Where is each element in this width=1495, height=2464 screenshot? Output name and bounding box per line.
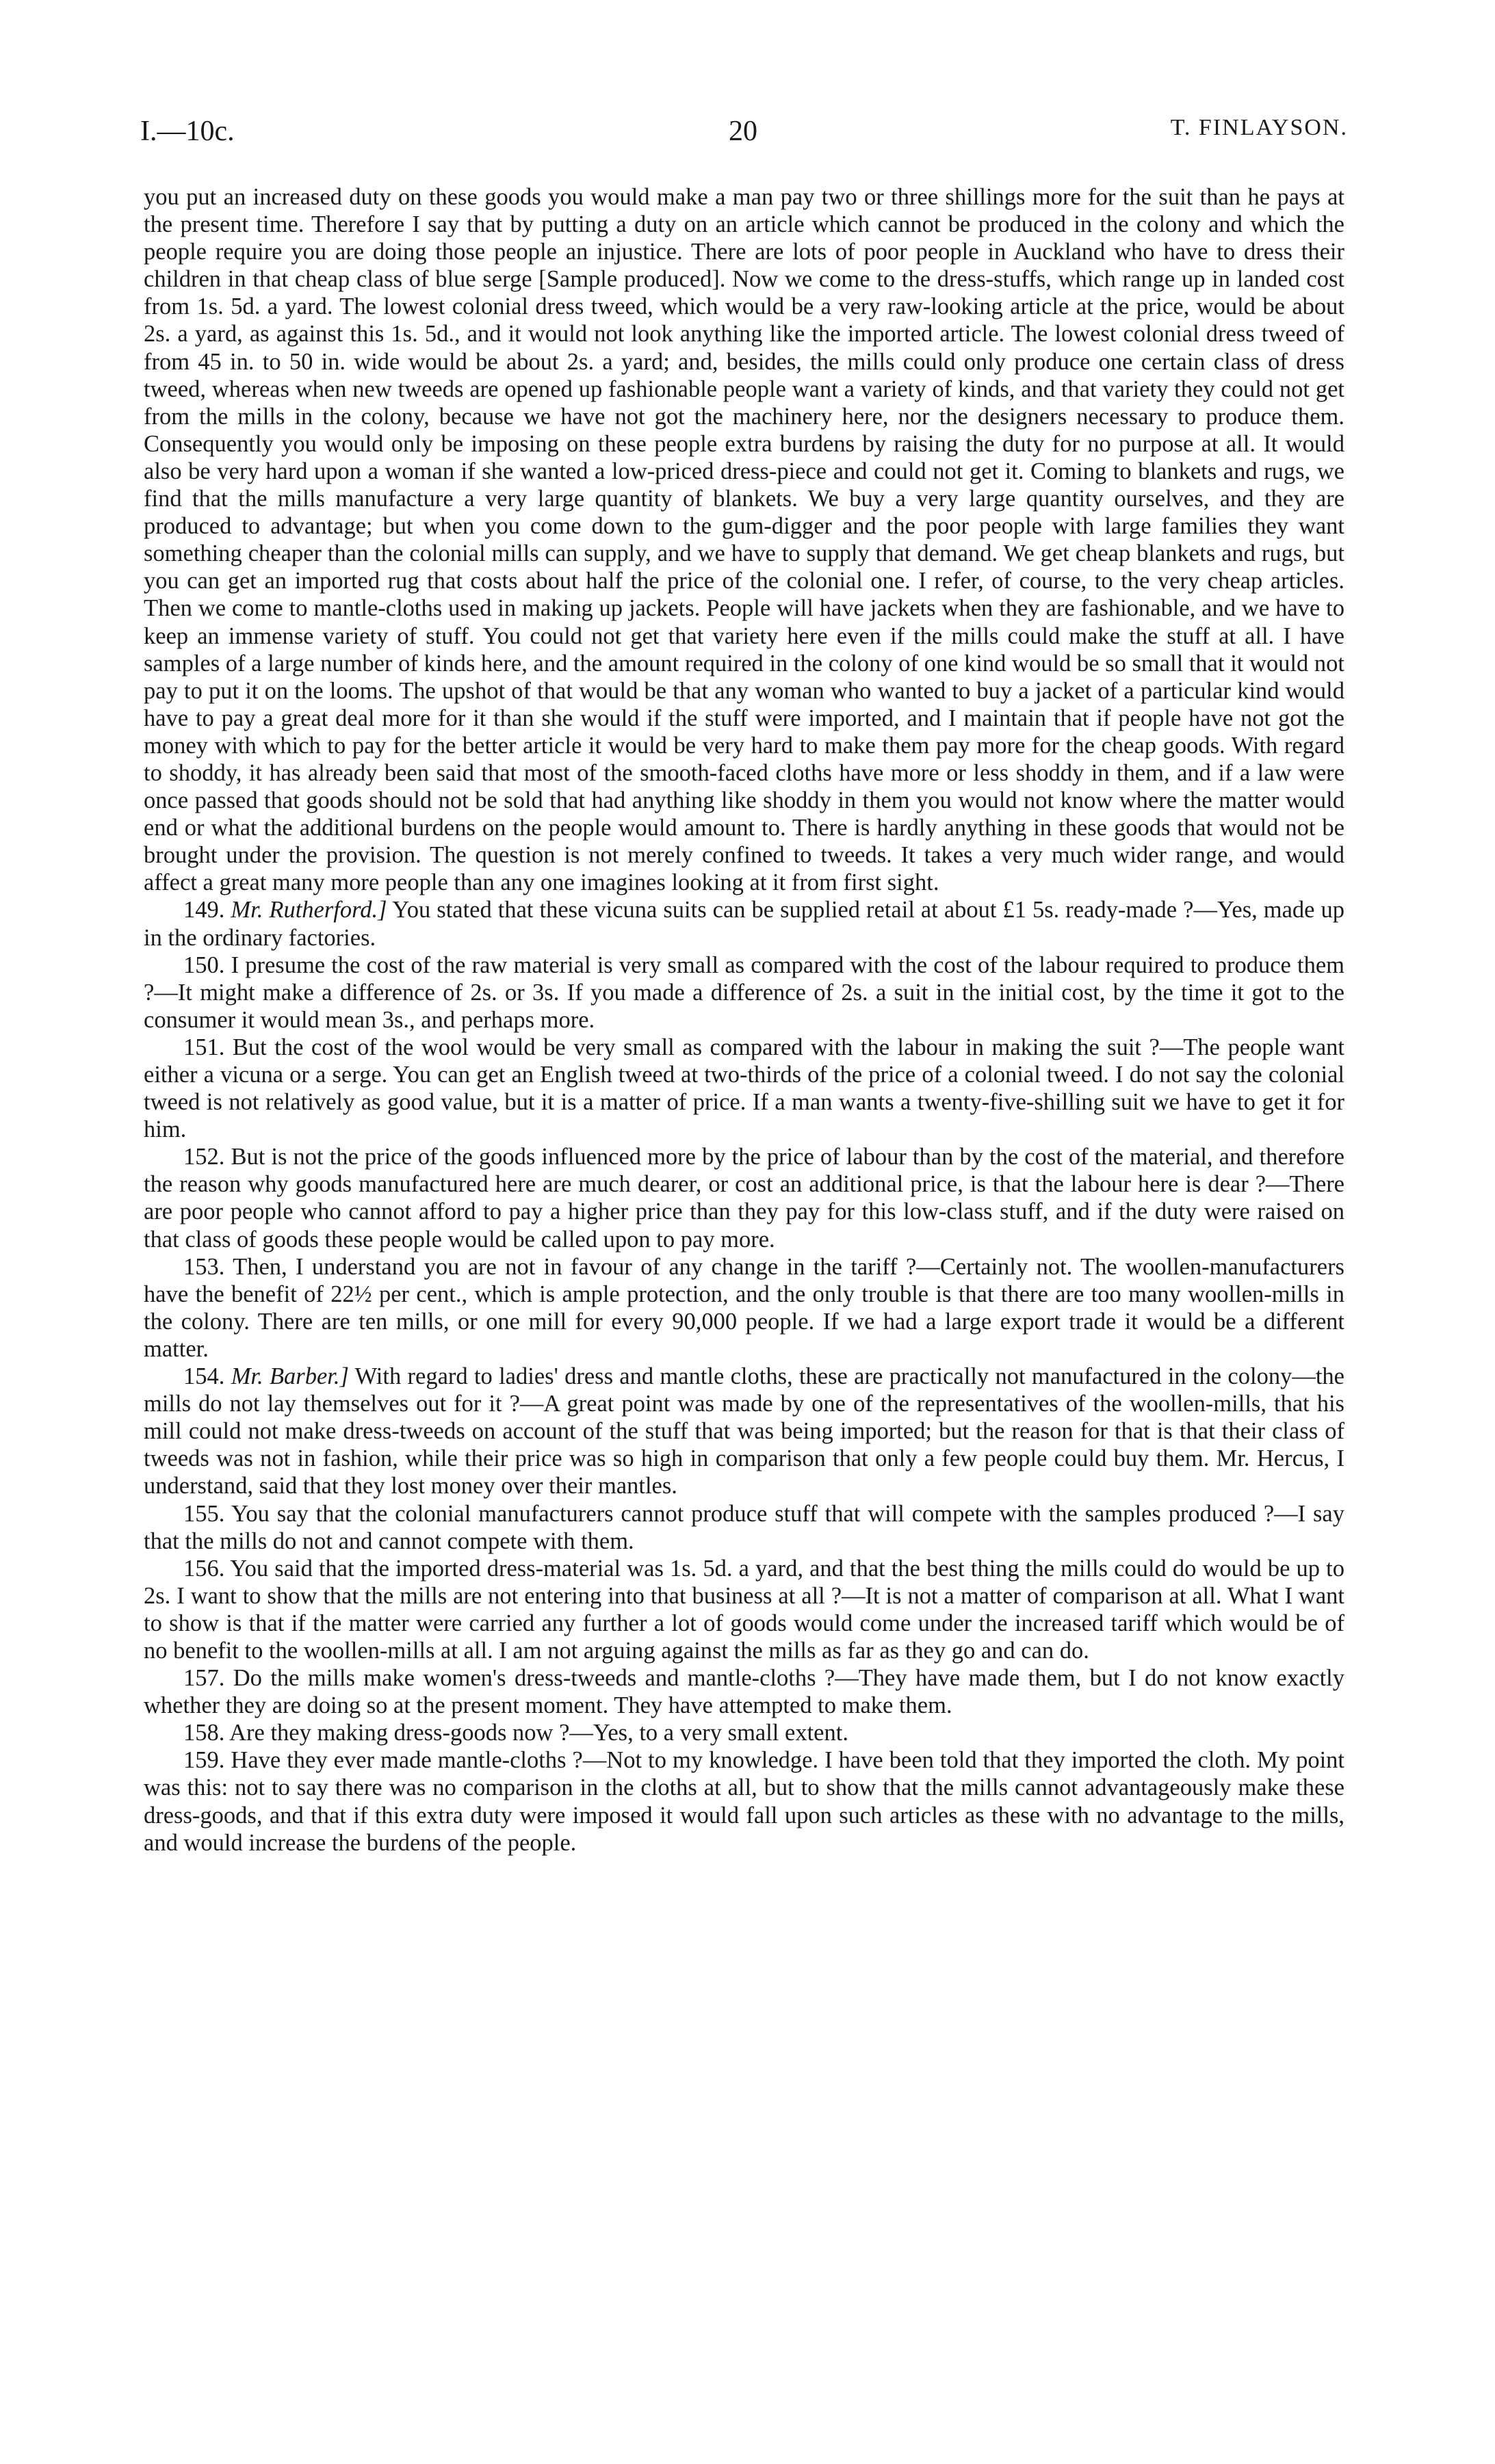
question-number: 157.	[183, 1665, 225, 1692]
question-text: But is not the price of the goods influenced more by the price of labour than by the cost of the material, and therefore the reason why goods manufactured here are much dearer, or cost an additional price, is that the labour here is dear ?—There are poor people who cannot afford to pay a higher price than they pay for this low-class stuff, and if the duty were raised on that class of goods these people would be called upon to pay more.	[144, 1144, 1344, 1253]
question-text: You said that the imported dress-material was 1s. 5d. a yard, and that the best thing the mills could do would be up to 2s. I want to show that the mills are not entering into that business at all ?—It is not a matter of comparison at all. What I want to show is that if the matter were carried any further a lot of goods would come under the increased tariff which would be of no benefit to the woollen-mills at all. I am not arguing against the mills as far as they go and can do.	[144, 1555, 1344, 1664]
question-number: 152.	[183, 1144, 225, 1170]
question-text: I presume the cost of the raw material is very small as compared with the cost of the labour required to produce them ?—It might make a difference of 2s. or 3s. If you made a difference of 2s. a suit in the initial cost, by the time it got to the consumer it would mean 3s., and perhaps more.	[144, 952, 1345, 1033]
question-number: 158.	[183, 1720, 225, 1746]
question-155	[144, 1500, 1344, 1555]
question-150	[144, 952, 1344, 1034]
document-reference: I.—10c.	[140, 116, 235, 147]
question-text: You stated that these vicuna suits can be supplied retail at about £1 5s. ready-made ?—Yes, made up in the ordinary factories.	[144, 897, 1344, 951]
witness-name: T. FINLAYSON.	[1170, 115, 1348, 140]
question-159	[144, 1746, 1344, 1856]
question-text: Do the mills make women's dress-tweeds and mantle-cloths ?—They have made them, but I do not know exactly whether they are doing so at the present moment. They have attempted to make them.	[144, 1665, 1344, 1719]
page-number: 20	[729, 116, 757, 147]
question-number: 153.	[183, 1253, 225, 1280]
question-text: Have they ever made mantle-cloths ?—Not to my knowledge. I have been told that they imported the cloth. My point was this: not to say there was no comparison in the cloths at all, but to show that the mills cannot advantageously make these dress-goods, and that if this extra duty were imposed it would fall upon such articles as these with no advantage to the mills, and would increase the burdens of the people.	[144, 1747, 1345, 1856]
body-text	[144, 183, 1344, 1857]
question-number: 149.	[183, 897, 225, 923]
question-151	[144, 1034, 1344, 1143]
question-text: With regard to ladies' dress and mantle cloths, these are practically not manufactured in the colony—the mills do not lay themselves out for it ?—A great point was made by one of the representatives of the woollen-mills, that his mill could not make dress-tweeds on account of the stuff that was being imported; but the reason for that is that their class of tweeds was not in fashion, while their price was so high in comparison that only a few people could buy them. Mr. Hercus, I understand, said that they lost money over their mantles.	[144, 1363, 1344, 1499]
question-152	[144, 1143, 1344, 1253]
question-text: You say that the colonial manufacturers cannot produce stuff that will compete with the samples produced ?—I say that the mills do not and cannot compete with them.	[144, 1500, 1344, 1554]
question-number: 150.	[183, 952, 225, 978]
question-number: 159.	[183, 1747, 225, 1774]
question-158	[144, 1719, 1344, 1746]
question-number: 154.	[183, 1363, 225, 1390]
question-text: Are they making dress-goods now ?—Yes, to a very small extent.	[229, 1720, 848, 1746]
paragraph-continuation: you put an increased duty on these goods you would make a man pay two or three shillings more for the suit than he pays at the present time. Therefore I say that by putting a duty on an article which cannot be produced in the colony and which the people require you are doing those people an injustice. There are lots of poor people in Auckland who have to dress their children in that cheap class of blue serge [Sample produced]. Now we come to the dress-stuffs, which range up in landed cost from 1s. 5d. a yard. The lowest colonial dress tweed, which would be a very raw-looking article at the price, would be about 2s. a yard, as against this 1s. 5d., and it would not look anything like the imported article. The lowest colonial dress tweed of from 45 in. to 50 in. wide would be about 2s. a yard; and, besides, the mills could only produce one certain class of dress tweed, whereas when new tweeds are opened up fashionable people want a variety of kinds, and that variety they could not get from the mills in the colony, because we have not got the machinery here, nor the designers necessary to produce them. Consequently you would only be imposing on these people extra burdens by raising the duty for no purpose at all. It would also be very hard upon a woman if she wanted a low-priced dress-piece and could not get it. Coming to blankets and rugs, we find that the mills manufacture a very large quantity of blankets. We buy a very large quantity ourselves, and they are produced to advantage; but when you come down to the gum-digger and the poor people with large families they want something cheaper than the colonial mills can supply, and we have to supply that demand. We get cheap blankets and rugs, but you can get an imported rug that costs about half the price of the colonial one. I refer, of course, to the very cheap articles. Then we come to mantle-cloths used in making up jackets. People will have jackets when they are fashionable, and we have to keep an immense variety of stuff. You could not get that variety here even if the mills could make the stuff at all. I have samples of a large number of kinds here, and the amount required in the colony of one kind would be so small that it would not pay to put it on the looms. The upshot of that would be that any woman who wanted to buy a jacket of a particular kind would have to pay a great deal more for it than she would if the stuff were imported, and I maintain that if people have not got the money with which to pay for the better article it would be very hard to make them pay more for the cheap goods. With regard to shoddy, it has already been said that most of the smooth-faced cloths have more or less shoddy in them, and if a law were once passed that goods should not be sold that had anything like shoddy in them you would not know where the matter would end or what the additional burdens on the people would amount to. There is hardly anything in these goods that would not be brought under the provision. The question is not merely confined to tweeds. It takes a very much wider range, and would affect a great many more people than any one imagines looking at it from first sight.	[144, 184, 1344, 896]
question-154	[144, 1363, 1344, 1499]
speaker-name: Mr. Barber.]	[231, 1363, 349, 1390]
question-157	[144, 1664, 1344, 1719]
question-number: 155.	[183, 1500, 225, 1527]
question-153	[144, 1253, 1344, 1363]
question-text: But the cost of the wool would be very small as compared with the labour in making the suit ?—The people want either a vicuna or a serge. You can get an English tweed at two-thirds of the price of a colonial tweed. I do not say the colonial tweed is not relatively as good value, but it is a matter of price. If a man wants a twenty-five-shilling suit we have to get it for him.	[144, 1034, 1344, 1143]
question-156	[144, 1555, 1344, 1664]
question-number: 156.	[183, 1555, 225, 1582]
question-number: 151.	[183, 1034, 225, 1060]
speaker-name: Mr. Rutherford.]	[231, 897, 387, 923]
question-149	[144, 896, 1344, 951]
running-header	[140, 115, 1348, 163]
question-text: Then, I understand you are not in favour of any change in the tariff ?—Certainly not. The woollen-manufacturers have the benefit of 22½ per cent., which is ample protection, and the only trouble is that there are too many woollen-mills in the colony. There are ten mills, or one mill for every 90,000 people. If we had a large export trade it would be a different matter.	[144, 1253, 1344, 1362]
